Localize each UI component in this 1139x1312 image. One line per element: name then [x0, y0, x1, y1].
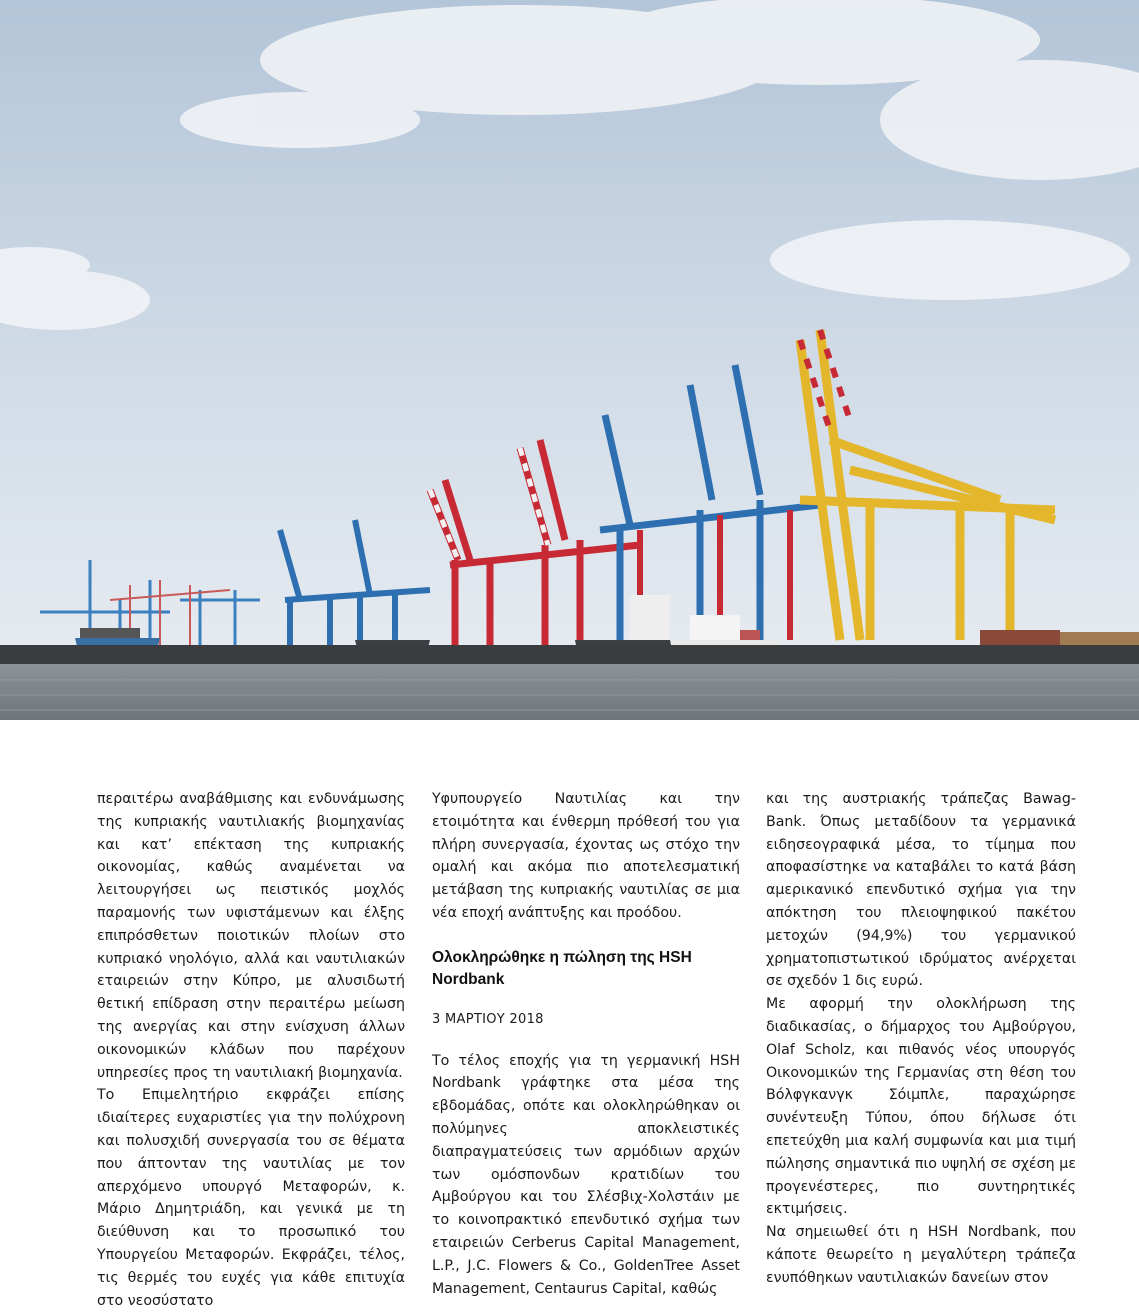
column-3-paragraph-2: Με αφορμή την ολοκλήρωση της διαδικασίας, ο δήμαρχος του Αμβούργου, Olaf Scholz, και πιθανός νέος υπουργός Οικονομικών της Γερμανίας στη θέση του Βόλφγκανγκ Σόιμπλε, παραχώρησε συνέντευξη Τύπου, όπου δήλωσε ότι επετεύχθη μια καλή συμφωνία και μια τιμή πώλησης σημαντικά πιο υψηλή σε σχέση με προγενέστερες, πιο συντηρητικές εκτιμήσεις. [766, 996, 1076, 1218]
column-2-paragraph-1: Υφυπουργείο Ναυτιλίας και την ετοιμότητα και ένθερμη πρόθεσή του για πλήρη συνεργασία, έχοντας ως στόχο την ομαλή και ακόμα πιο αποτελεσματική μετάβαση της κυπριακής ναυτιλίας σε μια νέα εποχή ανάπτυξης και προόδου. [432, 791, 740, 921]
quay [0, 645, 1139, 667]
article-column-2 [432, 788, 740, 1300]
article-column-3 [766, 788, 1076, 1290]
column-3-paragraph-1: και της αυστριακής τράπεζας Bawag-Bank. Όπως μεταδίδουν τα γερμανικά ειδησεογραφικά μέσα, το τίμημα που αποφασίστηκε να καταβάλει το κατά βάση αμερικανικό επενδυτικό σχήμα για την απόκτηση του πλειοψηφικού πακέτου μετοχών (94,9%) του γερμανικού χρηματοπιστωτικού ιδρύματος ανέρχεται σε σχεδόν 1 δις ευρώ. [766, 791, 1076, 990]
column-2-paragraph-2: Το τέλος εποχής για τη γερμανική HSH Nordbank γράφτηκε στα μέσα της εβδομάδας, οπότε και ολοκληρώθηκαν οι πολύμηνες αποκλειστικές διαπραγματεύσεις των αρμόδιων αρχών των ομόσπονδων κρατιδίων του Αμβούργου και του Σλέσβιχ-Χολστάιν με το κοινοπρακτικό επενδυτικό σχήμα των εταιρειών Cerberus Capital Management, L.P., J.C. Flowers & Co., GoldenTree Asset Management, Centaurus Capital, καθώς [432, 1052, 740, 1297]
column-3-paragraph-3: Να σημειωθεί ότι η HSH Nordbank, που κάποτε θεωρείτο η μεγαλύτερη τράπεζα ενυπόθηκων ναυτιλιακών δανείων στον [766, 1224, 1076, 1286]
article-headline: Ολοκληρώθηκε η πώληση της HSH Nordbank [432, 948, 692, 988]
article-date: 3 ΜΑΡΤΙΟΥ 2018 [432, 1011, 544, 1027]
column-1-paragraph-1: περαιτέρω αναβάθμισης και ενδυνάμωσης της κυπριακής ναυτιλιακής βιομηχανίας και κατ’ επέκταση της κυπριακής οικονομίας, καθώς αναμένεται να λειτουργήσει ως πειστικός μοχλός παραμονής των υφιστάμενων και έλξης επιπρόσθετων ποιοτικών πλοίων στο κυπριακό νηολόγιο, αλλά και ναυτιλιακών εταιρειών στην Κύπρο, με αλυσιδωτή θετική επίδραση στην περαιτέρω μείωση της ανεργίας και στην ενίσχυση άλλων οικονομικών κλάδων που παρέχουν υπηρεσίες προς τη ναυτιλιακή βιομηχανία. [97, 791, 405, 1081]
sea [0, 664, 1139, 720]
article-column-1 [97, 788, 405, 1312]
column-1-paragraph-2: Το Επιμελητήριο εκφράζει επίσης ιδιαίτερες ευχαριστίες για την πολύχρονη και πολυσχιδή συνεργασία του σε θέματα που άπτονταν της ναυτιλίας με τον απερχόμενο υπουργό Μεταφορών, κ. Μάριο Δημητριάδη, και γενικά με τη διεύθυνση και το προσωπικό του Υπουργείου Μεταφορών. Εκφράζει, τέλος, τις θερμές του ευχές για κάθε επιτυχία στο νεοσύστατο [97, 1087, 405, 1309]
